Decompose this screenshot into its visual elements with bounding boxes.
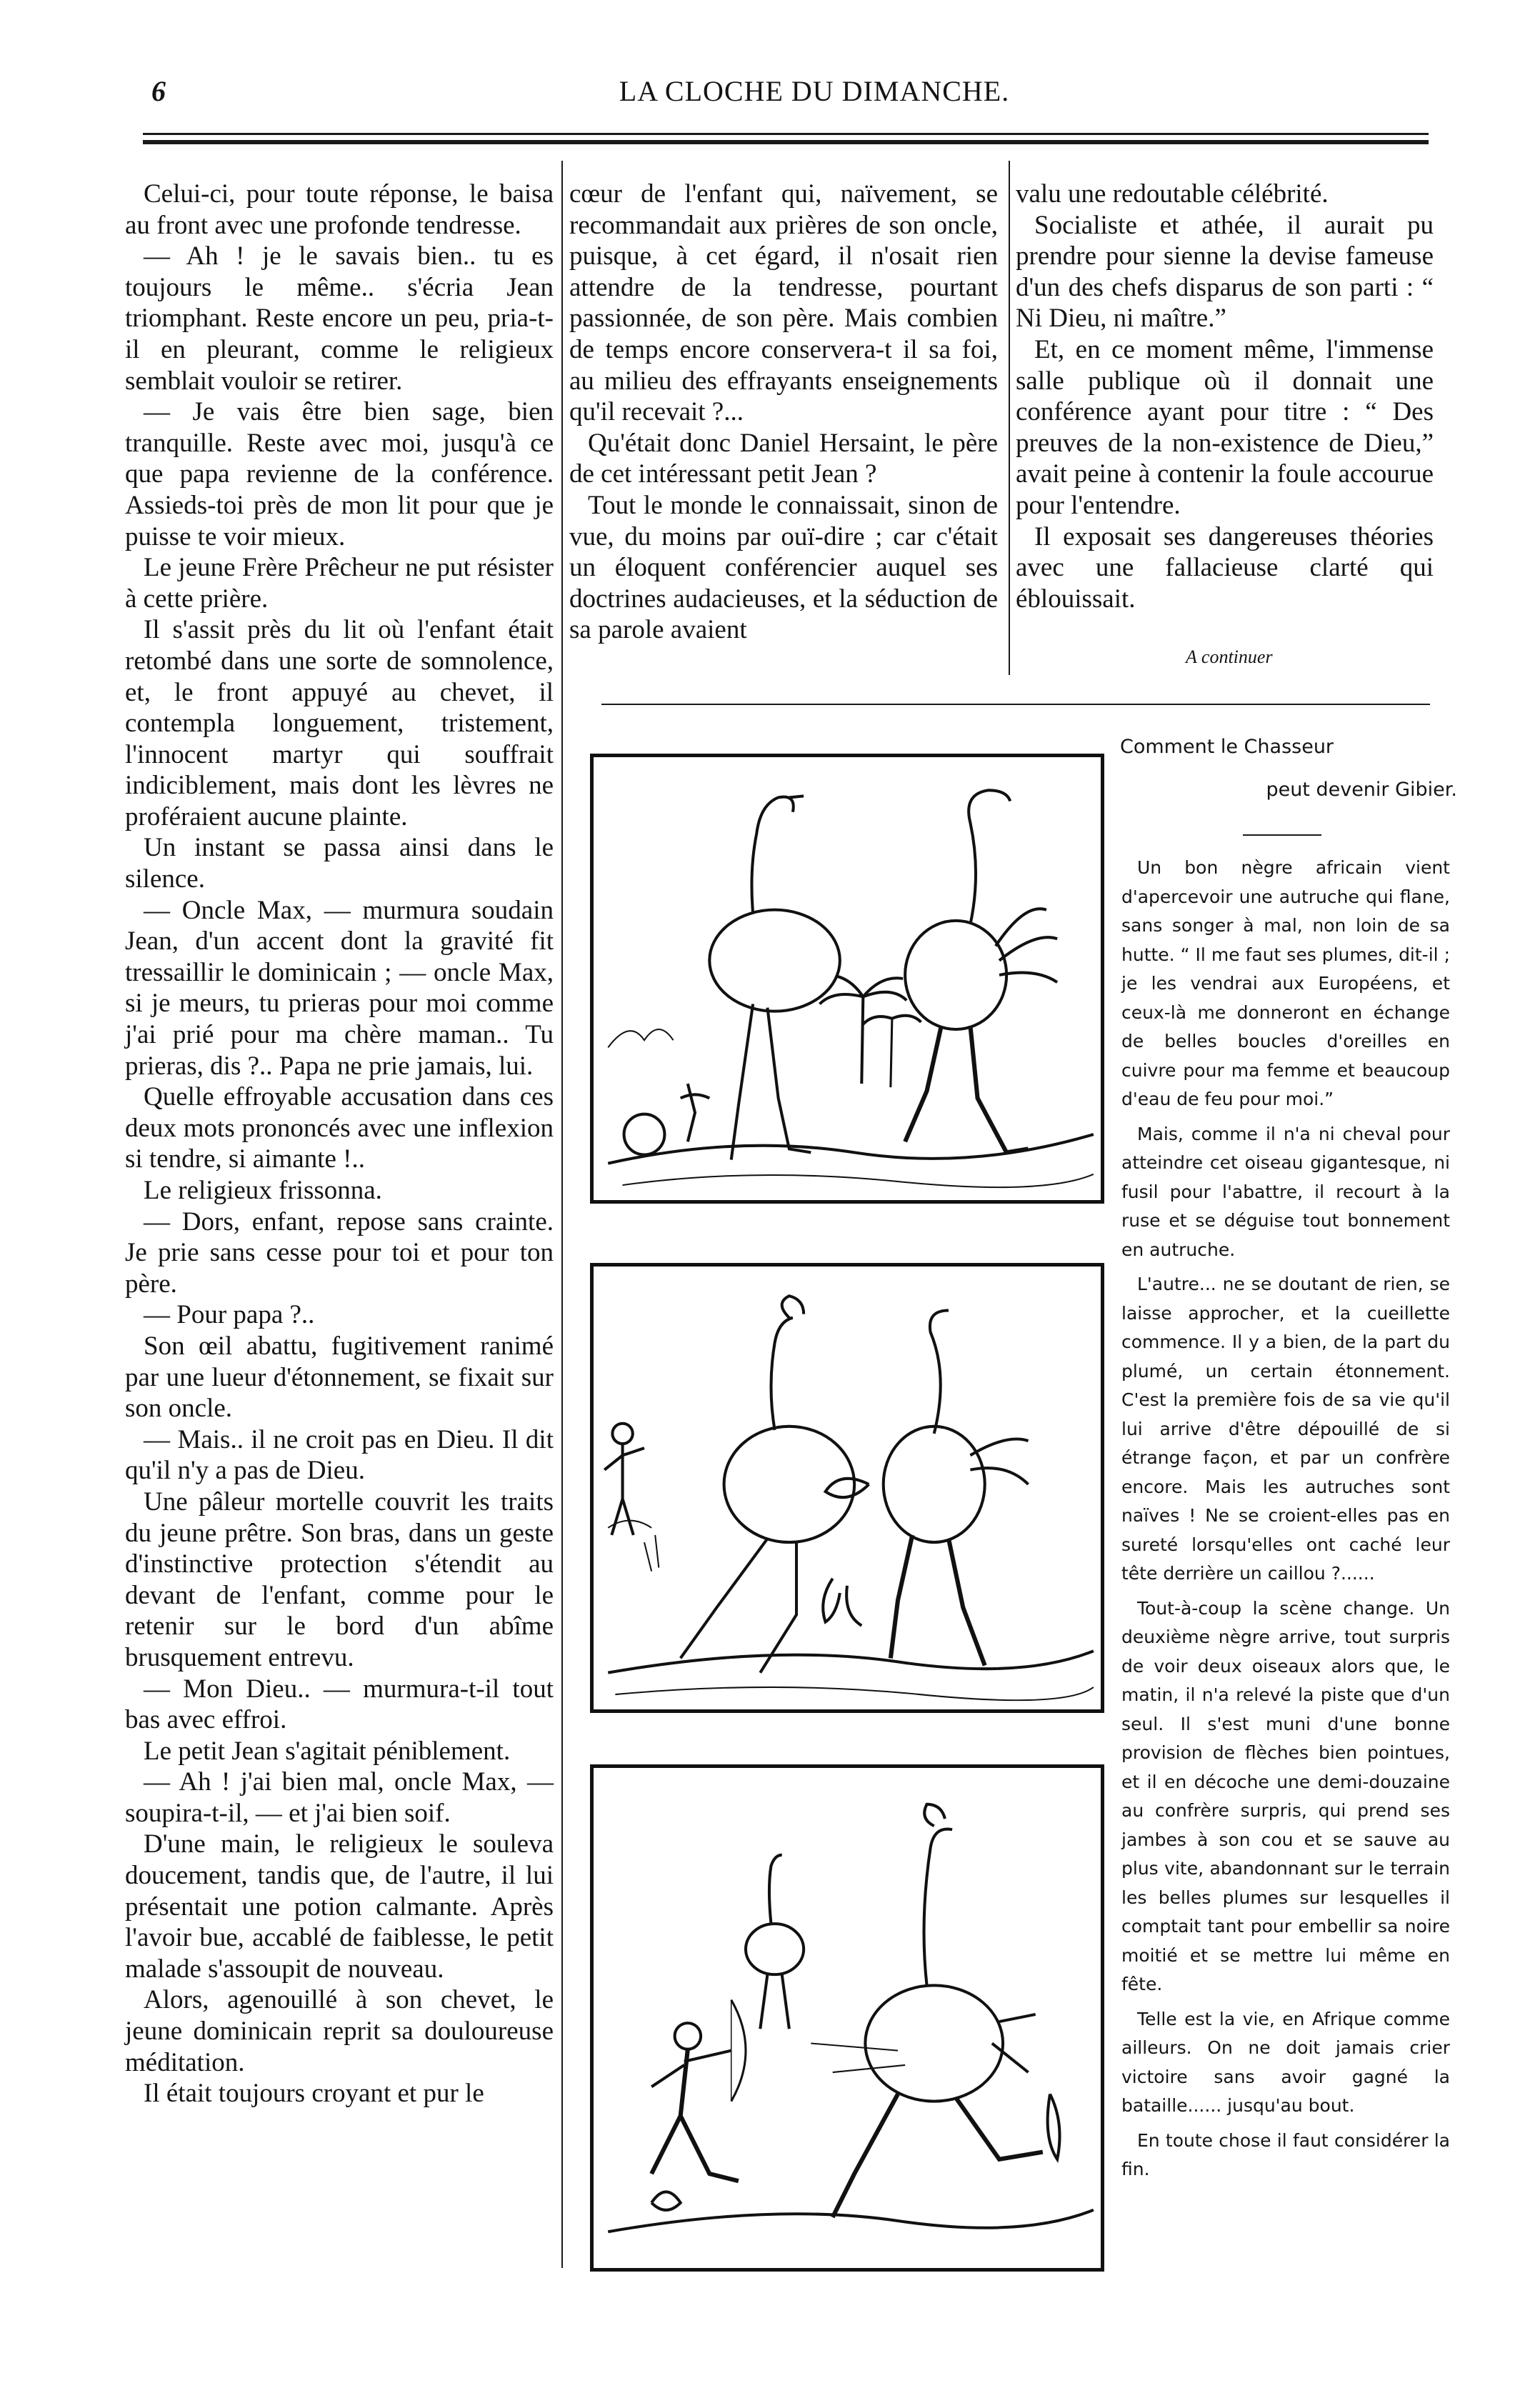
- column-divider-left: [561, 161, 563, 2268]
- paragraph: — Je vais être bien sage, bien tranquille. Reste avec moi, jusqu'à ce que papa revienne de la conférence. Assieds-toi près de mon lit pour que je puisse te voir mieux.: [125, 397, 554, 551]
- paragraph: — Pour papa ?..: [144, 1300, 315, 1330]
- section-separator: [601, 704, 1430, 705]
- paragraph: Le jeune Frère Prêcheur ne put résister à cette prière.: [125, 553, 554, 614]
- illustration-panel-3: [590, 1764, 1104, 2272]
- paragraph: Qu'était donc Daniel Hersaint, le père de cet intéressant petit Jean ?: [569, 428, 998, 489]
- paragraph: — Mais.. il ne croit pas en Dieu. Il dit qu'il n'y a pas de Dieu.: [125, 1424, 554, 1486]
- article-column-1: [125, 179, 554, 2109]
- paragraph: Tout le monde le connaissait, sinon de vue, du moins par ouï-dire ; car c'était un éloquent conférencier auquel ses doctrines audacieuses, et la séduction de sa parole avaient: [569, 490, 998, 645]
- paragraph: — Dors, enfant, repose sans crainte. Je prie sans cesse pour toi et pour ton père.: [125, 1207, 554, 1299]
- paragraph: Socialiste et athée, il aurait pu prendre pour sienne la devise fameuse d'un des chefs disparus de son parti : “ Ni Dieu, ni maître.”: [1016, 210, 1434, 334]
- caption-subtitle: peut devenir Gibier.: [1266, 779, 1457, 801]
- paragraph: — Oncle Max, — murmura soudain Jean, d'un accent dont la gravité fit tressaillir le dominicain ; — oncle Max, si je meurs, tu prieras pour moi comme j'ai prié pour ma chère maman.. Tu prieras, dis ?.. Papa ne prie jamais, lui.: [125, 895, 554, 1081]
- article-column-3: [1016, 179, 1434, 614]
- paragraph: Alors, agenouillé à son chevet, le jeune dominicain reprit sa douloureuse méditation.: [125, 1985, 554, 2077]
- paragraph: Un instant se passa ainsi dans le silence.: [125, 833, 554, 894]
- paragraph: Une pâleur mortelle couvrit les traits du jeune prêtre. Son bras, dans un geste d'instinctive protection s'étendit au devant de l'enfant, comme pour le retenir sur le bord d'un abîme brusquement entrevu.: [125, 1487, 554, 1672]
- header-rule-bottom: [143, 140, 1429, 144]
- ostrich-scene-1-image: [594, 757, 1101, 1200]
- caption-paragraph: Mais, comme il n'a ni cheval pour atteindre cet oiseau gigantesque, ni fusil pour l'abattre, il recourt à la ruse et se déguise tout bonnement en autruche.: [1121, 1123, 1450, 1260]
- ostrich-scene-2-image: [594, 1267, 1101, 1709]
- caption-title: Comment le Chasseur: [1120, 736, 1334, 758]
- column-divider-right: [1009, 161, 1010, 675]
- caption-paragraph: Tout-à-coup la scène change. Un deuxième nègre arrive, tout surpris de voir deux oiseaux alors que, le matin, il n'a relevé la piste que d'un seul. Il s'est muni d'une bonne provision de flèches bien pointues, et il en décoche une demi-douzaine au confrère surpris, qui prend ses jambes à son cou et se sauve au plus vite, abandonnant sur le terrain les belles plumes sur lesquelles il comptait tant pour embellir sa noire moitié et se mettre lui même en fête.: [1121, 1597, 1450, 1994]
- caption-paragraph: En toute chose il faut considérer la fin.: [1121, 2129, 1450, 2179]
- paragraph: cœur de l'enfant qui, naïvement, se recommandait aux prières de son oncle, puisque, à cet égard, il n'osait rien attendre de la tendresse, pourtant passionnée, de son père. Mais combien de temps encore conservera-t il sa foi, au milieu des effrayants enseignements qu'il recevait ?...: [569, 179, 998, 427]
- article-column-2: [569, 179, 998, 646]
- to-be-continued-note: A continuer: [1186, 646, 1273, 667]
- ostrich-scene-3-image: [594, 1768, 1101, 2268]
- running-title: LA CLOCHE DU DIMANCHE.: [619, 75, 1010, 107]
- page-number: 6: [151, 75, 166, 107]
- caption-paragraph: Un bon nègre africain vient d'apercevoir une autruche qui flane, sans songer à mal, non loin de sa hutte. “ Il me faut ses plumes, dit-il ; je les vendrai aux Européens, et ceux-là me donneront en échange de belles boucles d'oreilles en cuivre pour ma femme et beaucoup d'eau de feu pour moi.”: [1121, 857, 1450, 1109]
- illustration-panel-1: [590, 754, 1104, 1204]
- paragraph: Il exposait ses dangereuses théories avec une fallacieuse clarté qui éblouissait.: [1016, 521, 1434, 614]
- illustration-panel-2: [590, 1263, 1104, 1713]
- paragraph: Il était toujours croyant et pur le: [144, 2079, 484, 2109]
- paragraph: — Ah ! je le savais bien.. tu es toujours le même.. s'écria Jean triomphant. Reste encore un peu, pria-t-il en pleurant, comme le religieux semblait vouloir se retirer.: [125, 241, 554, 396]
- paragraph: — Ah ! j'ai bien mal, oncle Max, — soupira-t-il, — et j'ai bien soif.: [125, 1767, 554, 1828]
- paragraph: valu une redoutable célébrité.: [1016, 179, 1329, 209]
- caption-paragraph: Telle est la vie, en Afrique comme ailleurs. On ne doit jamais crier victoire sans avoir gagné la bataille...... jusqu'au bout.: [1121, 2008, 1450, 2116]
- header-rule-top: [143, 133, 1429, 135]
- paragraph: Le petit Jean s'agitait péniblement.: [144, 1736, 511, 1766]
- paragraph: Il s'assit près du lit où l'enfant était retombé dans une sorte de somnolence, et, le front appuyé au chevet, il contempla longuement, tristement, l'innocent martyr qui souffrait indiciblement, mais dont les lèvres ne proféraient aucune plainte.: [125, 615, 554, 831]
- paragraph: Son œil abattu, fugitivement ranimé par une lueur d'étonnement, se fixait sur son oncle.: [125, 1331, 554, 1424]
- paragraph: — Mon Dieu.. — murmura-t-il tout bas avec effroi.: [125, 1674, 554, 1735]
- paragraph: Quelle effroyable accusation dans ces deux mots prononcés avec une inflexion si tendre, si aimante !..: [125, 1082, 554, 1174]
- paragraph: Et, en ce moment même, l'immense salle publique où il donnait une conférence ayant pour titre : “ Des preuves de la non-existence de Dieu,” avait peine à contenir la foule accourue pour l'entendre.: [1016, 334, 1434, 520]
- paragraph: Le religieux frissonna.: [144, 1176, 382, 1205]
- paragraph: Celui-ci, pour toute réponse, le baisa au front avec une profonde tendresse.: [125, 179, 554, 240]
- caption-text: [1121, 854, 1450, 2190]
- paragraph: D'une main, le religieux le souleva doucement, tandis que, de l'autre, il lui présentait une potion calmante. Après l'avoir bue, accablé de faiblesse, le petit malade s'assoupit de nouveau.: [125, 1829, 554, 1984]
- caption-divider: [1243, 834, 1321, 836]
- caption-paragraph: L'autre... ne se doutant de rien, se laisse approcher, et la cueillette commence. Il y a bien, de la part du plumé, un certain étonnement. C'est la première fois de sa vie qu'il lui arrive d'être dépouillé de si étrange façon, et par un confrère encore. Mais les autruches sont naïves ! Ne se croient-elles pas en sureté lorsqu'elles ont caché leur tête derrière un caillou ?......: [1121, 1274, 1450, 1584]
